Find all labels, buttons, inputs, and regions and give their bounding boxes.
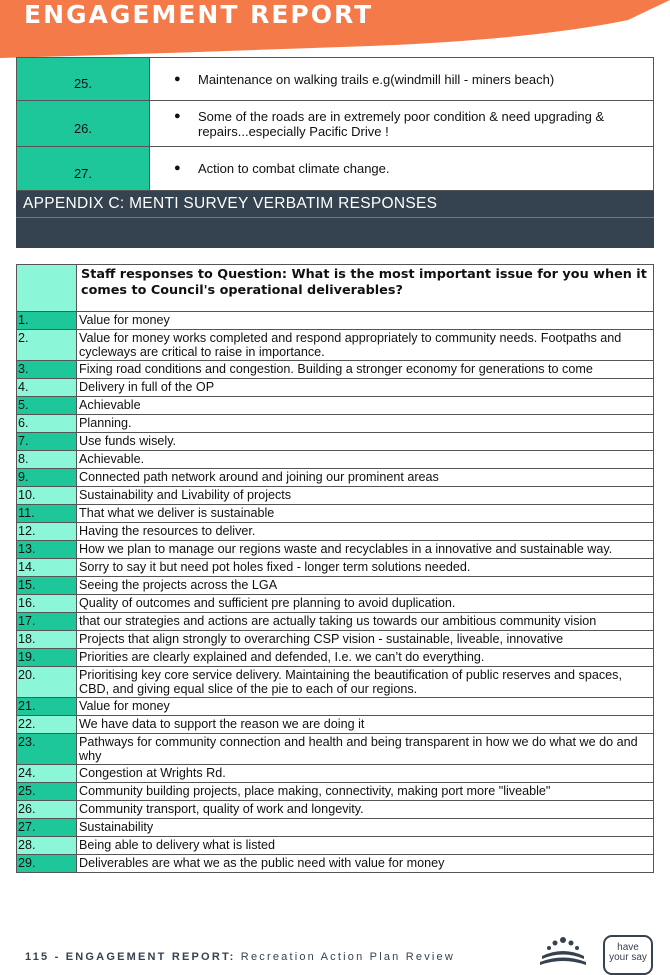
response-text: Value for money bbox=[77, 312, 654, 330]
table-row bbox=[17, 523, 654, 541]
response-text: Sorry to say it but need pot holes fixed - longer term solutions needed. bbox=[77, 559, 654, 577]
table-row bbox=[17, 698, 654, 716]
response-number: 1. bbox=[17, 312, 77, 330]
row-cell bbox=[150, 147, 654, 191]
table-row bbox=[17, 361, 654, 379]
response-number: 6. bbox=[17, 415, 77, 433]
response-number: 15. bbox=[17, 577, 77, 595]
response-number: 8. bbox=[17, 451, 77, 469]
table-row bbox=[17, 765, 654, 783]
appendix-heading: APPENDIX C: MENTI SURVEY VERBATIM RESPONSES bbox=[23, 195, 438, 212]
table-row bbox=[17, 667, 654, 698]
row-number: 25. bbox=[17, 58, 150, 101]
row-number: 26. bbox=[17, 101, 150, 147]
bullet-icon: ● bbox=[174, 162, 181, 174]
response-number: 25. bbox=[17, 783, 77, 801]
response-number: 19. bbox=[17, 649, 77, 667]
response-number: 23. bbox=[17, 734, 77, 765]
row-cell bbox=[150, 58, 654, 101]
report-title: ENGAGEMENT REPORT bbox=[24, 0, 374, 29]
table-row bbox=[17, 312, 654, 330]
response-text: Community transport, quality of work and longevity. bbox=[77, 801, 654, 819]
response-number: 5. bbox=[17, 397, 77, 415]
table-row bbox=[17, 559, 654, 577]
response-text: Priorities are clearly explained and defended, I.e. we can’t do everything. bbox=[77, 649, 654, 667]
table-row bbox=[17, 330, 654, 361]
response-text: Pathways for community connection and health and being transparent in how we do what we do and why bbox=[77, 734, 654, 765]
question-heading: Staff responses to Question: What is the most important issue for you when it comes to Council's operational deliverables? bbox=[77, 265, 654, 312]
response-text: Having the resources to deliver. bbox=[77, 523, 654, 541]
response-number: 22. bbox=[17, 716, 77, 734]
row-text: Some of the roads are in extremely poor condition & need upgrading & repairs...especially Pacific Drive ! bbox=[198, 108, 605, 139]
table-row bbox=[17, 505, 654, 523]
table-row bbox=[17, 734, 654, 765]
page-footer bbox=[25, 951, 455, 963]
response-number: 4. bbox=[17, 379, 77, 397]
response-text: Connected path network around and joining our prominent areas bbox=[77, 469, 654, 487]
response-text: Fixing road conditions and congestion. Building a stronger economy for generations to come bbox=[77, 361, 654, 379]
footer-doc-title: Recreation Action Plan Review bbox=[240, 951, 456, 963]
response-number: 24. bbox=[17, 765, 77, 783]
response-number: 9. bbox=[17, 469, 77, 487]
response-text: Being able to delivery what is listed bbox=[77, 837, 654, 855]
table-header-row bbox=[17, 265, 654, 312]
response-number: 28. bbox=[17, 837, 77, 855]
response-number: 7. bbox=[17, 433, 77, 451]
responses-table bbox=[16, 264, 654, 873]
table-row bbox=[17, 101, 654, 147]
table-row bbox=[17, 783, 654, 801]
row-text: Maintenance on walking trails e.g(windmill hill - miners beach) bbox=[198, 71, 555, 87]
council-logo-icon bbox=[536, 934, 590, 970]
appendix-subbar bbox=[16, 217, 654, 248]
response-number: 11. bbox=[17, 505, 77, 523]
table-row bbox=[17, 58, 654, 101]
table-row bbox=[17, 541, 654, 559]
response-text: That what we deliver is sustainable bbox=[77, 505, 654, 523]
response-text: Congestion at Wrights Rd. bbox=[77, 765, 654, 783]
bullet-icon: ● bbox=[174, 72, 181, 85]
response-number: 26. bbox=[17, 801, 77, 819]
table-row bbox=[17, 801, 654, 819]
table-row bbox=[17, 451, 654, 469]
response-text: Value for money bbox=[77, 698, 654, 716]
table-row bbox=[17, 716, 654, 734]
table-row bbox=[17, 397, 654, 415]
response-text: Delivery in full of the OP bbox=[77, 379, 654, 397]
footer-report-label: ENGAGEMENT REPORT: bbox=[65, 951, 236, 963]
table-row bbox=[17, 147, 654, 191]
logo-line-2: your say bbox=[609, 952, 647, 963]
bullet-icon: ● bbox=[174, 109, 181, 122]
response-text: How we plan to manage our regions waste and recyclables in a innovative and sustainable way. bbox=[77, 541, 654, 559]
table-row bbox=[17, 649, 654, 667]
response-number: 12. bbox=[17, 523, 77, 541]
response-number: 14. bbox=[17, 559, 77, 577]
response-text: We have data to support the reason we are doing it bbox=[77, 716, 654, 734]
response-number: 16. bbox=[17, 595, 77, 613]
row-number: 27. bbox=[17, 147, 150, 191]
table-row bbox=[17, 379, 654, 397]
table-row bbox=[17, 415, 654, 433]
response-text: Use funds wisely. bbox=[77, 433, 654, 451]
table-row bbox=[17, 577, 654, 595]
response-text: Projects that align strongly to overarching CSP vision - sustainable, liveable, innovative bbox=[77, 631, 654, 649]
response-text: Value for money works completed and respond appropriately to community needs. Footpaths and cycleways are critical to raise in importance. bbox=[77, 330, 654, 361]
table-row bbox=[17, 855, 654, 873]
logo-line-1: have bbox=[617, 942, 639, 953]
response-text: Planning. bbox=[77, 415, 654, 433]
row-text: Action to combat climate change. bbox=[198, 161, 390, 176]
response-text: Prioritising key core service delivery. Maintaining the beautification of public reserves and spaces, CBD, and giving equal slice of the pie to each of our regions. bbox=[77, 667, 654, 698]
response-text: Sustainability bbox=[77, 819, 654, 837]
table-row bbox=[17, 595, 654, 613]
table-row bbox=[17, 433, 654, 451]
response-text: that our strategies and actions are actually taking us towards our ambitious community vision bbox=[77, 613, 654, 631]
response-text: Achievable. bbox=[77, 451, 654, 469]
response-text: Sustainability and Livability of projects bbox=[77, 487, 654, 505]
table-row bbox=[17, 631, 654, 649]
page-number: 115 bbox=[25, 951, 50, 963]
response-number: 2. bbox=[17, 330, 77, 361]
header-banner bbox=[0, 0, 670, 62]
table-row bbox=[17, 837, 654, 855]
footer-separator: - bbox=[49, 951, 66, 963]
table-row bbox=[17, 469, 654, 487]
response-number: 21. bbox=[17, 698, 77, 716]
response-text: Quality of outcomes and sufficient pre planning to avoid duplication. bbox=[77, 595, 654, 613]
have-your-say-logo bbox=[603, 935, 653, 975]
table-row bbox=[17, 487, 654, 505]
response-text: Achievable bbox=[77, 397, 654, 415]
response-text: Deliverables are what we as the public need with value for money bbox=[77, 855, 654, 873]
response-number: 10. bbox=[17, 487, 77, 505]
response-text: Community building projects, place making, connectivity, making port more "liveable" bbox=[77, 783, 654, 801]
response-number: 27. bbox=[17, 819, 77, 837]
table-row bbox=[17, 819, 654, 837]
appendix-heading-bar bbox=[16, 191, 654, 217]
response-number: 17. bbox=[17, 613, 77, 631]
continued-table bbox=[16, 57, 654, 191]
response-number: 3. bbox=[17, 361, 77, 379]
response-number: 29. bbox=[17, 855, 77, 873]
response-number: 13. bbox=[17, 541, 77, 559]
response-number: 18. bbox=[17, 631, 77, 649]
table-row bbox=[17, 613, 654, 631]
response-number: 20. bbox=[17, 667, 77, 698]
header-num-cell bbox=[17, 265, 77, 312]
row-cell bbox=[150, 101, 654, 147]
response-text: Seeing the projects across the LGA bbox=[77, 577, 654, 595]
